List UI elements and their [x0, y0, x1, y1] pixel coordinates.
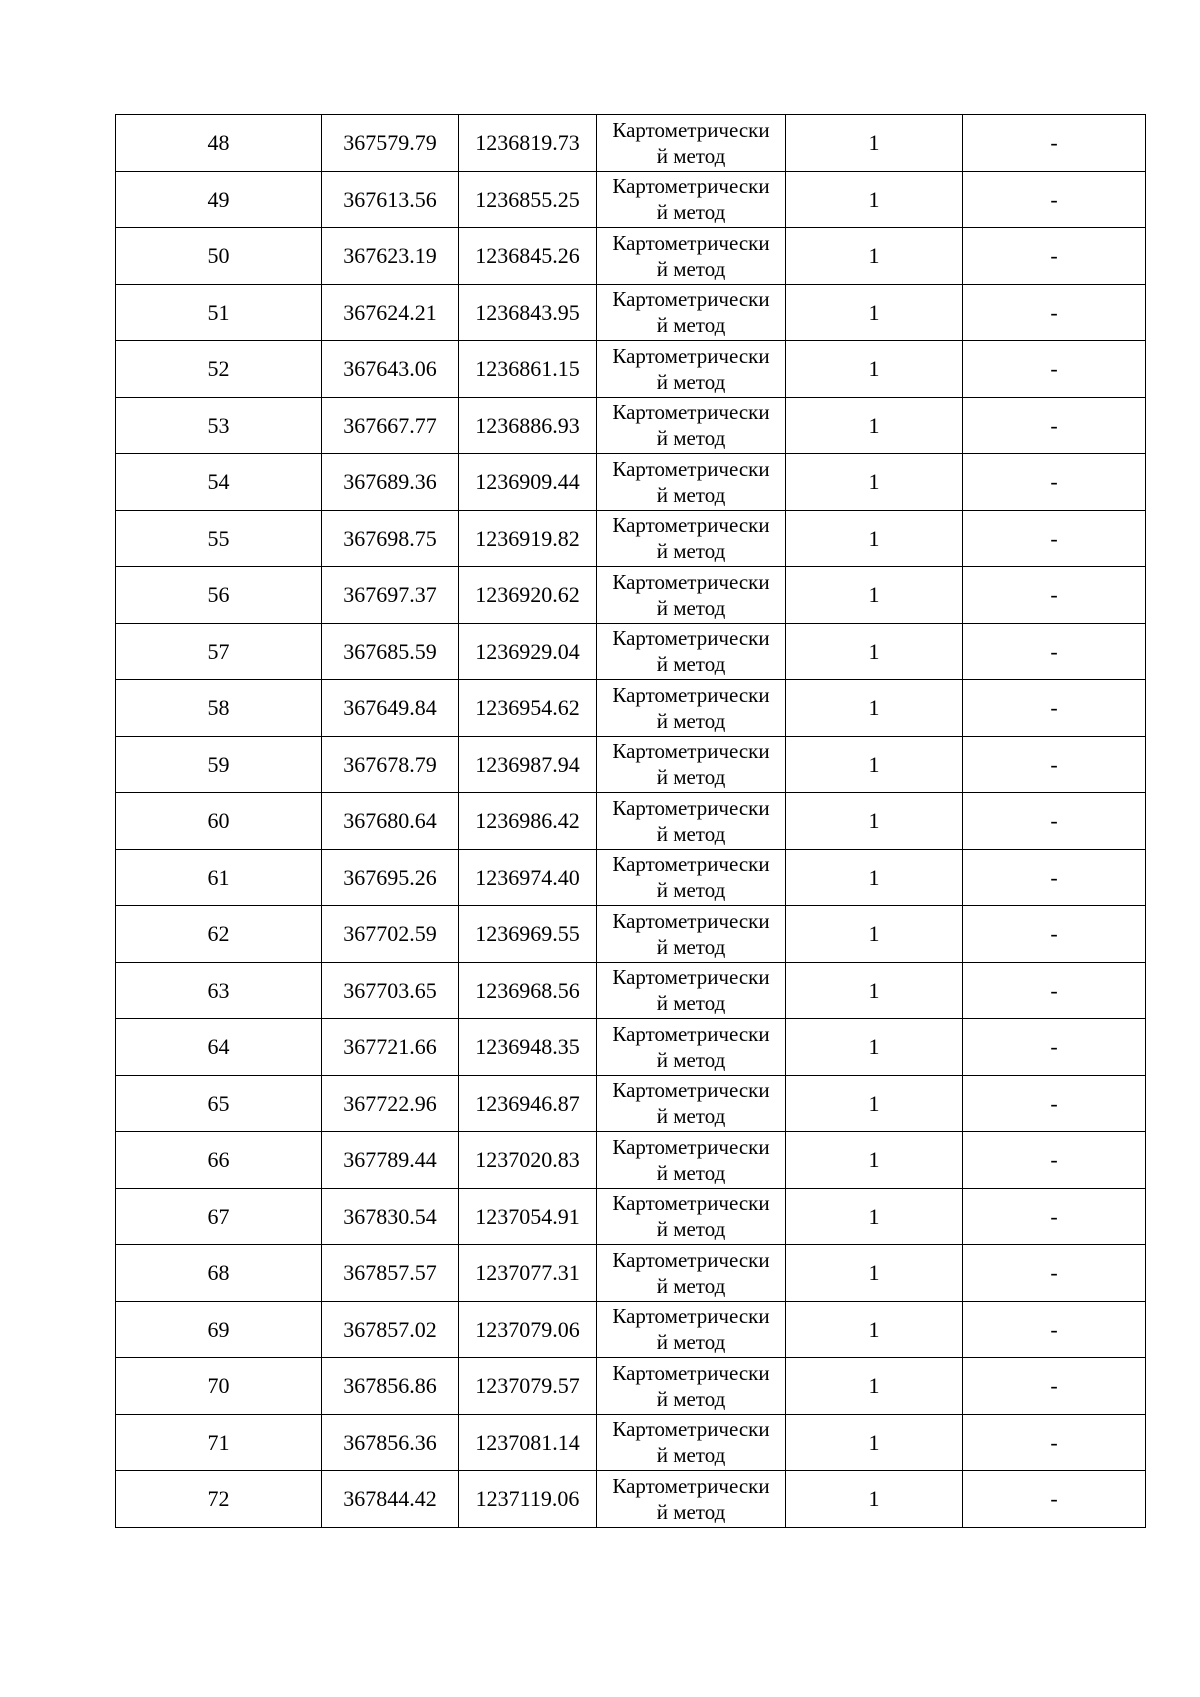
method-cell	[597, 849, 786, 906]
method-cell	[597, 1245, 786, 1302]
x-coordinate-cell: 367856.36	[322, 1414, 459, 1471]
method-text-line: Картометрически	[612, 1360, 770, 1385]
x-coordinate-cell: 367698.75	[322, 510, 459, 567]
method-text-line: й метод	[656, 1104, 726, 1129]
y-coordinate-cell: 1236946.87	[459, 1075, 597, 1132]
x-coordinate-cell: 367789.44	[322, 1132, 459, 1189]
table-row	[116, 284, 1146, 341]
method-text-line: й метод	[656, 595, 726, 620]
accuracy-cell: 1	[786, 962, 963, 1019]
point-number-cell: 67	[116, 1188, 322, 1245]
method-cell	[597, 906, 786, 963]
y-coordinate-cell: 1236969.55	[459, 906, 597, 963]
method-cell	[597, 1358, 786, 1415]
y-coordinate-cell: 1236948.35	[459, 1019, 597, 1076]
table-row	[116, 1188, 1146, 1245]
method-text-line: Картометрически	[612, 1304, 770, 1329]
accuracy-cell: 1	[786, 680, 963, 737]
method-text-line: й метод	[656, 1499, 726, 1524]
method-cell	[597, 397, 786, 454]
method-cell	[597, 510, 786, 567]
y-coordinate-cell: 1236861.15	[459, 341, 597, 398]
accuracy-cell: 1	[786, 1414, 963, 1471]
description-cell: -	[963, 1301, 1146, 1358]
method-cell	[597, 1188, 786, 1245]
method-text-line: Картометрически	[612, 1134, 770, 1159]
method-text-line: й метод	[656, 765, 726, 790]
point-number-cell: 68	[116, 1245, 322, 1302]
method-cell	[597, 454, 786, 511]
method-text-line: й метод	[656, 1273, 726, 1298]
method-text-line: Картометрически	[612, 1078, 770, 1103]
method-text-line: Картометрически	[612, 513, 770, 538]
method-cell	[597, 1132, 786, 1189]
method-text-line: й метод	[656, 1330, 726, 1355]
description-cell: -	[963, 567, 1146, 624]
point-number-cell: 59	[116, 736, 322, 793]
y-coordinate-cell: 1236929.04	[459, 623, 597, 680]
method-cell	[597, 793, 786, 850]
point-number-cell: 49	[116, 171, 322, 228]
accuracy-cell: 1	[786, 906, 963, 963]
y-coordinate-cell: 1236819.73	[459, 115, 597, 172]
description-cell: -	[963, 1132, 1146, 1189]
x-coordinate-cell: 367695.26	[322, 849, 459, 906]
method-cell	[597, 171, 786, 228]
accuracy-cell: 1	[786, 736, 963, 793]
accuracy-cell: 1	[786, 341, 963, 398]
y-coordinate-cell: 1236920.62	[459, 567, 597, 624]
point-number-cell: 69	[116, 1301, 322, 1358]
table-row	[116, 623, 1146, 680]
accuracy-cell: 1	[786, 1245, 963, 1302]
x-coordinate-cell: 367643.06	[322, 341, 459, 398]
method-text-line: й метод	[656, 200, 726, 225]
method-text-line: й метод	[656, 482, 726, 507]
y-coordinate-cell: 1237020.83	[459, 1132, 597, 1189]
y-coordinate-cell: 1236987.94	[459, 736, 597, 793]
point-number-cell: 65	[116, 1075, 322, 1132]
description-cell: -	[963, 510, 1146, 567]
table-row	[116, 1075, 1146, 1132]
table-row	[116, 171, 1146, 228]
table-row	[116, 680, 1146, 737]
coordinates-table	[115, 114, 1146, 1528]
point-number-cell: 52	[116, 341, 322, 398]
method-cell	[597, 680, 786, 737]
method-text-line: Картометрически	[612, 287, 770, 312]
method-text-line: й метод	[656, 1047, 726, 1072]
method-text-line: Картометрически	[612, 569, 770, 594]
table-row	[116, 341, 1146, 398]
table-row	[116, 1414, 1146, 1471]
method-text-line: й метод	[656, 539, 726, 564]
method-text-line: й метод	[656, 1217, 726, 1242]
y-coordinate-cell: 1237079.57	[459, 1358, 597, 1415]
y-coordinate-cell: 1236954.62	[459, 680, 597, 737]
method-cell	[597, 1471, 786, 1528]
description-cell: -	[963, 228, 1146, 285]
table-row	[116, 1358, 1146, 1415]
method-text-line: Картометрически	[612, 1247, 770, 1272]
method-text-line: Картометрически	[612, 1417, 770, 1442]
method-cell	[597, 1075, 786, 1132]
method-text-line: й метод	[656, 708, 726, 733]
y-coordinate-cell: 1236843.95	[459, 284, 597, 341]
accuracy-cell: 1	[786, 623, 963, 680]
method-text-line: й метод	[656, 143, 726, 168]
accuracy-cell: 1	[786, 115, 963, 172]
description-cell: -	[963, 736, 1146, 793]
table-row	[116, 736, 1146, 793]
accuracy-cell: 1	[786, 1019, 963, 1076]
x-coordinate-cell: 367624.21	[322, 284, 459, 341]
method-text-line: Картометрически	[612, 795, 770, 820]
description-cell: -	[963, 849, 1146, 906]
description-cell: -	[963, 1188, 1146, 1245]
method-text-line: й метод	[656, 821, 726, 846]
point-number-cell: 60	[116, 793, 322, 850]
accuracy-cell: 1	[786, 1188, 963, 1245]
method-cell	[597, 228, 786, 285]
method-text-line: Картометрически	[612, 174, 770, 199]
accuracy-cell: 1	[786, 171, 963, 228]
method-text-line: й метод	[656, 1443, 726, 1468]
method-text-line: й метод	[656, 256, 726, 281]
method-text-line: й метод	[656, 652, 726, 677]
method-text-line: Картометрически	[612, 400, 770, 425]
method-cell	[597, 1414, 786, 1471]
table-row	[116, 1301, 1146, 1358]
description-cell: -	[963, 397, 1146, 454]
method-text-line: Картометрически	[612, 908, 770, 933]
accuracy-cell: 1	[786, 1471, 963, 1528]
description-cell: -	[963, 1075, 1146, 1132]
table-row	[116, 567, 1146, 624]
x-coordinate-cell: 367703.65	[322, 962, 459, 1019]
table-row	[116, 397, 1146, 454]
table-row	[116, 115, 1146, 172]
description-cell: -	[963, 1245, 1146, 1302]
method-text-line: й метод	[656, 426, 726, 451]
point-number-cell: 61	[116, 849, 322, 906]
description-cell: -	[963, 284, 1146, 341]
description-cell: -	[963, 623, 1146, 680]
method-cell	[597, 115, 786, 172]
point-number-cell: 55	[116, 510, 322, 567]
accuracy-cell: 1	[786, 228, 963, 285]
y-coordinate-cell: 1236986.42	[459, 793, 597, 850]
table-row	[116, 793, 1146, 850]
y-coordinate-cell: 1236974.40	[459, 849, 597, 906]
description-cell: -	[963, 1471, 1146, 1528]
method-text-line: Картометрически	[612, 852, 770, 877]
y-coordinate-cell: 1236968.56	[459, 962, 597, 1019]
x-coordinate-cell: 367830.54	[322, 1188, 459, 1245]
accuracy-cell: 1	[786, 849, 963, 906]
table-row	[116, 1132, 1146, 1189]
method-text-line: й метод	[656, 1386, 726, 1411]
accuracy-cell: 1	[786, 510, 963, 567]
point-number-cell: 51	[116, 284, 322, 341]
x-coordinate-cell: 367678.79	[322, 736, 459, 793]
x-coordinate-cell: 367613.56	[322, 171, 459, 228]
description-cell: -	[963, 454, 1146, 511]
x-coordinate-cell: 367721.66	[322, 1019, 459, 1076]
description-cell: -	[963, 906, 1146, 963]
accuracy-cell: 1	[786, 397, 963, 454]
table-row	[116, 1471, 1146, 1528]
accuracy-cell: 1	[786, 1132, 963, 1189]
x-coordinate-cell: 367685.59	[322, 623, 459, 680]
table-row	[116, 962, 1146, 1019]
method-cell	[597, 284, 786, 341]
point-number-cell: 71	[116, 1414, 322, 1471]
x-coordinate-cell: 367623.19	[322, 228, 459, 285]
x-coordinate-cell: 367649.84	[322, 680, 459, 737]
description-cell: -	[963, 680, 1146, 737]
x-coordinate-cell: 367680.64	[322, 793, 459, 850]
table-row	[116, 1245, 1146, 1302]
accuracy-cell: 1	[786, 1075, 963, 1132]
table-row	[116, 906, 1146, 963]
point-number-cell: 58	[116, 680, 322, 737]
point-number-cell: 56	[116, 567, 322, 624]
method-text-line: Картометрически	[612, 343, 770, 368]
table-row	[116, 228, 1146, 285]
accuracy-cell: 1	[786, 1358, 963, 1415]
table-row	[116, 1019, 1146, 1076]
method-cell	[597, 567, 786, 624]
method-text-line: Картометрически	[612, 230, 770, 255]
point-number-cell: 72	[116, 1471, 322, 1528]
method-text-line: й метод	[656, 1160, 726, 1185]
description-cell: -	[963, 793, 1146, 850]
y-coordinate-cell: 1237077.31	[459, 1245, 597, 1302]
description-cell: -	[963, 115, 1146, 172]
point-number-cell: 48	[116, 115, 322, 172]
table-row	[116, 849, 1146, 906]
method-cell	[597, 623, 786, 680]
method-text-line: Картометрически	[612, 682, 770, 707]
accuracy-cell: 1	[786, 567, 963, 624]
table-row	[116, 454, 1146, 511]
point-number-cell: 70	[116, 1358, 322, 1415]
point-number-cell: 53	[116, 397, 322, 454]
method-text-line: й метод	[656, 878, 726, 903]
y-coordinate-cell: 1236919.82	[459, 510, 597, 567]
description-cell: -	[963, 1358, 1146, 1415]
point-number-cell: 54	[116, 454, 322, 511]
description-cell: -	[963, 341, 1146, 398]
method-cell	[597, 1301, 786, 1358]
method-text-line: Картометрически	[612, 739, 770, 764]
y-coordinate-cell: 1236909.44	[459, 454, 597, 511]
point-number-cell: 63	[116, 962, 322, 1019]
description-cell: -	[963, 1414, 1146, 1471]
method-text-line: Картометрически	[612, 456, 770, 481]
x-coordinate-cell: 367844.42	[322, 1471, 459, 1528]
y-coordinate-cell: 1236886.93	[459, 397, 597, 454]
method-cell	[597, 962, 786, 1019]
description-cell: -	[963, 171, 1146, 228]
method-cell	[597, 1019, 786, 1076]
x-coordinate-cell: 367579.79	[322, 115, 459, 172]
x-coordinate-cell: 367857.57	[322, 1245, 459, 1302]
y-coordinate-cell: 1237079.06	[459, 1301, 597, 1358]
x-coordinate-cell: 367697.37	[322, 567, 459, 624]
method-text-line: Картометрически	[612, 1021, 770, 1046]
y-coordinate-cell: 1236855.25	[459, 171, 597, 228]
method-text-line: Картометрически	[612, 117, 770, 142]
point-number-cell: 66	[116, 1132, 322, 1189]
method-text-line: й метод	[656, 313, 726, 338]
accuracy-cell: 1	[786, 454, 963, 511]
y-coordinate-cell: 1236845.26	[459, 228, 597, 285]
accuracy-cell: 1	[786, 284, 963, 341]
y-coordinate-cell: 1237054.91	[459, 1188, 597, 1245]
table-row	[116, 510, 1146, 567]
method-text-line: Картометрически	[612, 965, 770, 990]
x-coordinate-cell: 367722.96	[322, 1075, 459, 1132]
method-cell	[597, 736, 786, 793]
accuracy-cell: 1	[786, 793, 963, 850]
method-text-line: Картометрически	[612, 1473, 770, 1498]
point-number-cell: 64	[116, 1019, 322, 1076]
method-text-line: й метод	[656, 369, 726, 394]
x-coordinate-cell: 367702.59	[322, 906, 459, 963]
y-coordinate-cell: 1237119.06	[459, 1471, 597, 1528]
y-coordinate-cell: 1237081.14	[459, 1414, 597, 1471]
x-coordinate-cell: 367856.86	[322, 1358, 459, 1415]
method-text-line: й метод	[656, 934, 726, 959]
point-number-cell: 62	[116, 906, 322, 963]
method-cell	[597, 341, 786, 398]
x-coordinate-cell: 367689.36	[322, 454, 459, 511]
x-coordinate-cell: 367857.02	[322, 1301, 459, 1358]
description-cell: -	[963, 962, 1146, 1019]
point-number-cell: 57	[116, 623, 322, 680]
coordinates-table-body	[116, 115, 1146, 1528]
accuracy-cell: 1	[786, 1301, 963, 1358]
method-text-line: Картометрически	[612, 626, 770, 651]
x-coordinate-cell: 367667.77	[322, 397, 459, 454]
method-text-line: й метод	[656, 991, 726, 1016]
description-cell: -	[963, 1019, 1146, 1076]
method-text-line: Картометрически	[612, 1191, 770, 1216]
point-number-cell: 50	[116, 228, 322, 285]
